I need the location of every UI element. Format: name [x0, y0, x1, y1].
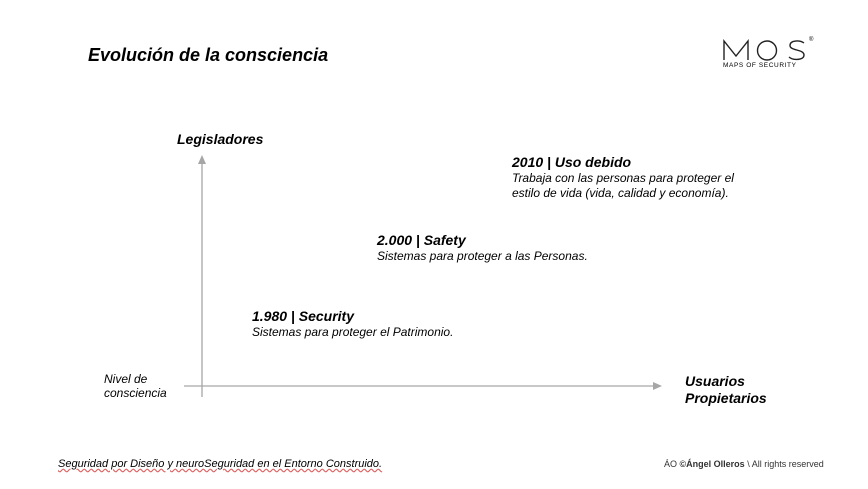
- author-icon: ÁO: [664, 459, 678, 469]
- stage-title: 2010 | Uso debido: [512, 154, 632, 170]
- x-axis-arrowhead: [653, 382, 662, 390]
- x-axis-label: Usuarios Propietarios: [685, 373, 767, 406]
- stage-description-line: estilo de vida (vida, calidad y economía).: [512, 186, 729, 200]
- y-axis-label: Legisladores: [177, 131, 264, 147]
- stage-description: Sistemas para proteger a las Personas.: [377, 249, 588, 263]
- footer-copyright: [664, 459, 824, 469]
- slide-title: Evolución de la consciencia: [88, 45, 329, 65]
- stage-title: 2.000 | Safety: [377, 232, 466, 248]
- stage-uso-debido: [512, 154, 734, 201]
- stage-safety: [377, 232, 588, 264]
- copyright-brand: ©Ángel Olleros: [679, 459, 745, 469]
- footer-tagline: Seguridad por Diseño y neuroSeguridad en el Entorno Construido.: [58, 458, 383, 470]
- stage-title: 1.980 | Security: [252, 308, 354, 324]
- registered-mark: ®: [809, 37, 814, 43]
- stage-security: [252, 308, 453, 340]
- origin-label: Nivel de consciencia: [104, 372, 167, 400]
- stage-description: Sistemas para proteger el Patrimonio.: [252, 325, 454, 339]
- y-axis-arrowhead: [198, 155, 206, 164]
- logo-tagline: MAPS OF SECURITY: [723, 62, 797, 69]
- copyright-rest: \ All rights reserved: [747, 459, 824, 469]
- stage-description-line: Trabaja con las personas para proteger el: [512, 171, 734, 185]
